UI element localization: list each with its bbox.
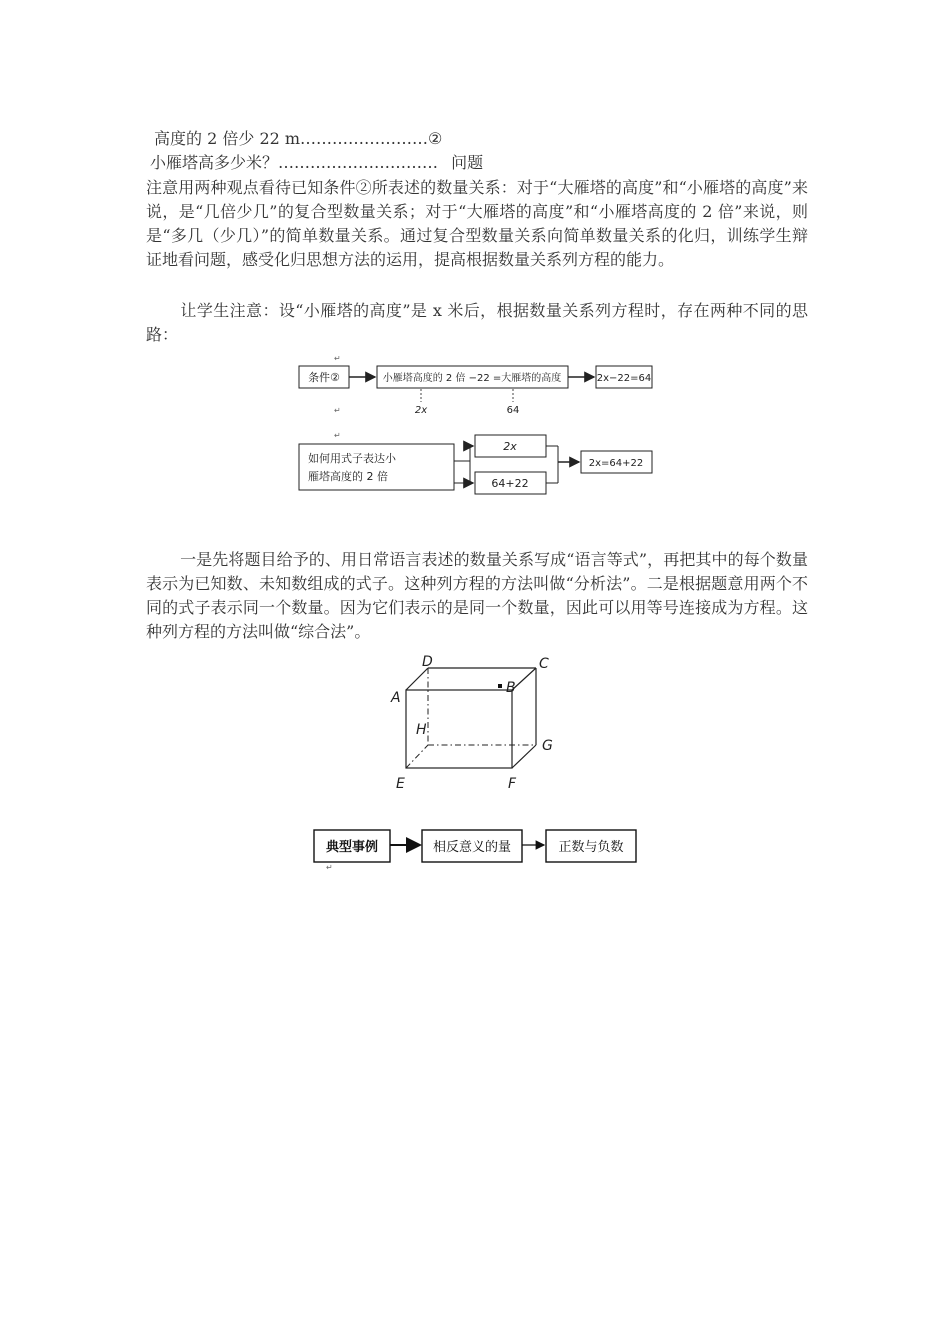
- return-mark: ↵: [334, 406, 341, 415]
- question-line-1: 如何用式子表达小: [308, 452, 396, 465]
- vertex-label-a: A: [391, 690, 401, 706]
- text-line-condition-2: 高度的 2 倍少 22 m……………………②: [154, 129, 443, 148]
- vertex-label-f: F: [508, 776, 517, 792]
- return-mark: ↵: [334, 356, 341, 363]
- text-line-question: [150, 151, 483, 175]
- vertex-label-g: G: [542, 738, 553, 754]
- typical-example-label: 典型事例: [325, 840, 379, 855]
- paragraph-two-approaches: [146, 299, 808, 347]
- vertex-label-b: B: [506, 680, 516, 696]
- concept-flow-diagram: [308, 824, 642, 872]
- condition-label: 条件②: [308, 371, 340, 384]
- return-mark: ↵: [326, 863, 333, 872]
- paragraph-analysis-synthesis-text: 一是先将题目给予的、用日常语言表述的数量关系写成“语言等式”，再把其中的每个数量表示为已知数、未知数组成的式子。这种列方程的方法叫做“分析法”。二是根据题意用两个不同的式子表示同一个数量。因为它们表示的是同一个数量，因此可以用等号连接成为方程。这种列方程的方法叫做“综合法”。: [146, 550, 808, 641]
- paragraph-dual-view: 注意用两种观点看待已知条件②所表述的数量关系：对于“大雁塔的高度”和“小雁塔的高度”来说，是“几倍少几”的复合型数量关系；对于“大雁塔的高度”和“小雁塔高度的 2 倍”来说，则是“多几（少几）”的简单数量关系。通过复合型数量关系向简单数量关系的化归，训练学生辩证地看问题，感受化归思想方法的运用，提高根据数量关系列方程的能力。: [146, 178, 808, 269]
- vertex-label-d: D: [422, 654, 433, 670]
- question-label: 问题: [451, 153, 484, 172]
- equation-label-1: 2x−22=64: [596, 373, 652, 384]
- cuboid-diagram: [380, 652, 570, 794]
- paragraph-analysis-synthesis: [146, 548, 808, 644]
- equation-label-2: 2x=64+22: [588, 458, 644, 469]
- opposite-quantities-label: 相反意义的量: [432, 840, 512, 855]
- question-line-2: 雁塔高度的 2 倍: [308, 470, 388, 483]
- under-label-2x: 2x: [414, 405, 428, 416]
- method-flow-diagram: [290, 356, 670, 506]
- return-mark: ↵: [334, 431, 341, 440]
- vertex-label-e: E: [396, 776, 405, 792]
- under-label-64: 64: [506, 405, 520, 416]
- point-b-marker: [498, 684, 502, 688]
- vertex-label-h: H: [416, 722, 427, 738]
- hidden-edge-diagonal: [406, 745, 428, 768]
- positive-negative-label: 正数与负数: [558, 840, 624, 855]
- paragraph-two-approaches-text: 让学生注意：设“小雁塔的高度”是 x 米后，根据数量关系列方程时，存在两种不同的思路：: [146, 301, 808, 344]
- question-box: [299, 444, 454, 490]
- question-text: 小雁塔高多少米？…………………………: [150, 153, 439, 172]
- vertex-label-c: C: [539, 656, 549, 672]
- branch-label-bottom: 64+22: [491, 477, 529, 490]
- relation-label: 小雁塔高度的 2 倍 −22 =大雁塔的高度: [382, 373, 562, 384]
- branch-label-top: 2x: [503, 440, 517, 453]
